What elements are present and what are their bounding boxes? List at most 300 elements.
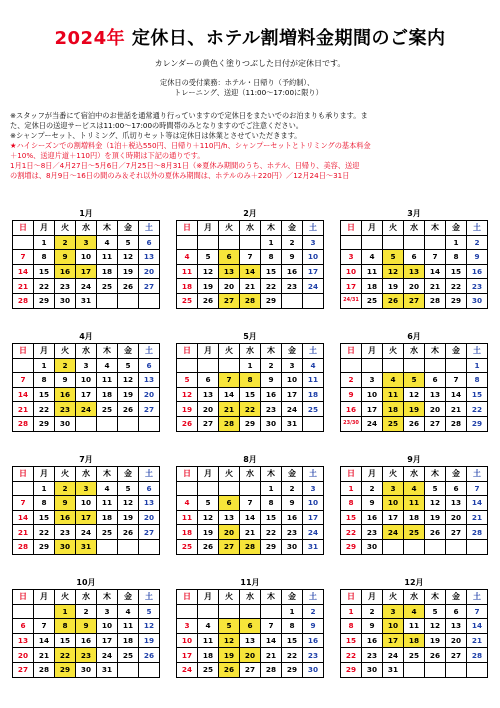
week-row [177, 662, 324, 677]
day-cell: 18 [118, 633, 139, 648]
day-cell: 3 [76, 358, 97, 373]
empty-cell [467, 539, 488, 554]
day-cell: 13 [219, 510, 240, 525]
week-row [177, 619, 324, 634]
day-cell: 3 [362, 373, 383, 388]
empty-cell [177, 481, 198, 496]
day-cell: 10 [97, 619, 118, 634]
month-table [12, 343, 160, 432]
day-cell: 29 [282, 662, 303, 677]
weekday-cell: 金 [446, 344, 467, 359]
weekday-cell: 木 [425, 344, 446, 359]
day-cell: 1 [55, 604, 76, 619]
weekday-header [177, 221, 324, 236]
empty-cell [219, 235, 240, 250]
day-cell: 11 [97, 250, 118, 265]
week-row [13, 235, 160, 250]
day-cell: 19 [425, 510, 446, 525]
weekday-cell: 日 [177, 467, 198, 482]
day-cell: 13 [240, 633, 261, 648]
day-cell: 11 [177, 510, 198, 525]
weekday-cell: 火 [55, 467, 76, 482]
weekday-cell: 日 [13, 221, 34, 236]
weekday-cell: 土 [467, 467, 488, 482]
month-calendar [340, 331, 488, 432]
day-cell: 18 [97, 264, 118, 279]
empty-cell [219, 604, 240, 619]
month-table [176, 466, 324, 555]
empty-cell [97, 539, 118, 554]
week-row [341, 416, 488, 431]
weekday-cell: 月 [34, 590, 55, 605]
day-cell: 27 [139, 279, 160, 294]
day-cell: 3 [383, 481, 404, 496]
day-cell: 22 [282, 648, 303, 663]
weekday-cell: 日 [177, 344, 198, 359]
day-cell: 21 [13, 402, 34, 417]
weekday-cell: 土 [467, 344, 488, 359]
day-cell: 17 [303, 510, 324, 525]
day-cell: 2 [362, 604, 383, 619]
day-cell: 15 [261, 264, 282, 279]
week-row [177, 358, 324, 373]
month-label: 5月 [243, 332, 257, 341]
day-cell: 16 [467, 264, 488, 279]
weekday-cell: 水 [76, 344, 97, 359]
day-cell: 1 [261, 481, 282, 496]
day-cell: 15 [261, 510, 282, 525]
week-row [341, 525, 488, 540]
weekday-cell: 金 [282, 467, 303, 482]
day-cell: 8 [261, 496, 282, 511]
day-cell: 18 [97, 387, 118, 402]
week-row [341, 358, 488, 373]
week-row [13, 358, 160, 373]
day-cell: 19 [404, 402, 425, 417]
day-cell: 2 [55, 481, 76, 496]
month-label: 4月 [79, 332, 93, 341]
day-cell: 25 [198, 662, 219, 677]
week-row [341, 264, 488, 279]
empty-cell [261, 604, 282, 619]
day-cell: 5 [383, 250, 404, 265]
weekday-header [13, 221, 160, 236]
day-cell: 23/30 [341, 416, 362, 431]
week-row [177, 387, 324, 402]
weekday-cell: 水 [404, 467, 425, 482]
weekday-cell: 月 [34, 344, 55, 359]
weekday-cell: 木 [425, 221, 446, 236]
day-cell: 25 [404, 648, 425, 663]
day-cell: 12 [198, 510, 219, 525]
day-cell: 22 [467, 402, 488, 417]
weekday-cell: 月 [362, 344, 383, 359]
empty-cell [341, 358, 362, 373]
day-cell: 19 [118, 264, 139, 279]
day-cell: 13 [446, 496, 467, 511]
day-cell: 21 [425, 279, 446, 294]
weekday-cell: 水 [76, 590, 97, 605]
day-cell: 29 [34, 293, 55, 308]
empty-cell [139, 539, 160, 554]
weekday-cell: 水 [240, 467, 261, 482]
empty-cell [240, 235, 261, 250]
day-cell: 28 [240, 539, 261, 554]
day-cell: 28 [425, 293, 446, 308]
day-cell: 18 [198, 648, 219, 663]
week-row [177, 539, 324, 554]
day-cell: 10 [303, 496, 324, 511]
day-cell: 28 [13, 293, 34, 308]
month-label: 8月 [243, 455, 257, 464]
day-cell: 14 [467, 619, 488, 634]
day-cell: 27 [219, 539, 240, 554]
day-cell: 25 [97, 279, 118, 294]
title-text: 定休日、ホテル割増料金期間のご案内 [131, 28, 446, 49]
day-cell: 8 [55, 619, 76, 634]
day-cell: 28 [467, 525, 488, 540]
day-cell: 7 [34, 619, 55, 634]
day-cell: 4 [177, 496, 198, 511]
day-cell: 26 [139, 648, 160, 663]
day-cell: 22 [341, 525, 362, 540]
day-cell: 13 [446, 619, 467, 634]
day-cell: 13 [139, 373, 160, 388]
day-cell: 12 [139, 619, 160, 634]
subtitle: カレンダーの黄色く塗りつぶした日付が定休日です。 [154, 59, 346, 68]
week-row [341, 510, 488, 525]
day-cell: 5 [118, 358, 139, 373]
day-cell: 29 [341, 662, 362, 677]
weekday-cell: 火 [383, 344, 404, 359]
day-cell: 23 [362, 648, 383, 663]
day-cell: 1 [34, 481, 55, 496]
day-cell: 23 [55, 525, 76, 540]
day-cell: 15 [34, 387, 55, 402]
day-cell: 27 [139, 402, 160, 417]
day-cell: 2 [282, 481, 303, 496]
day-cell: 22 [34, 525, 55, 540]
week-row [13, 481, 160, 496]
day-cell: 17 [341, 279, 362, 294]
weekday-cell: 火 [219, 467, 240, 482]
empty-cell [383, 235, 404, 250]
month-label: 12月 [404, 578, 424, 587]
weekday-header [341, 221, 488, 236]
page-title [0, 24, 500, 50]
day-cell: 6 [139, 481, 160, 496]
day-cell: 26 [404, 416, 425, 431]
weekday-cell: 金 [118, 590, 139, 605]
day-cell: 12 [383, 264, 404, 279]
day-cell: 3 [76, 481, 97, 496]
day-cell: 11 [404, 496, 425, 511]
month-label: 11月 [240, 578, 260, 587]
week-row [13, 279, 160, 294]
empty-cell [198, 235, 219, 250]
weekday-cell: 金 [446, 590, 467, 605]
day-cell: 1 [341, 481, 362, 496]
day-cell: 11 [383, 387, 404, 402]
day-cell: 15 [34, 264, 55, 279]
day-cell: 19 [177, 402, 198, 417]
day-cell: 20 [446, 633, 467, 648]
day-cell: 19 [383, 279, 404, 294]
day-cell: 7 [13, 250, 34, 265]
day-cell: 30 [362, 539, 383, 554]
week-row [341, 619, 488, 634]
day-cell: 20 [139, 264, 160, 279]
day-cell: 3 [282, 358, 303, 373]
week-row [341, 293, 488, 308]
day-cell: 18 [177, 525, 198, 540]
day-cell: 5 [118, 481, 139, 496]
day-cell: 4 [362, 250, 383, 265]
month-calendar [12, 577, 160, 678]
weekday-cell: 金 [118, 467, 139, 482]
day-cell: 14 [13, 387, 34, 402]
empty-cell [118, 662, 139, 677]
day-cell: 15 [341, 510, 362, 525]
day-cell: 29 [261, 293, 282, 308]
day-cell: 9 [55, 250, 76, 265]
weekday-cell: 日 [341, 467, 362, 482]
week-row [177, 279, 324, 294]
week-row [13, 619, 160, 634]
surcharge-note-line: ★ハイシーズンでの割増料金（1泊＋税込550円、日帰り＋110円/h、シャンプーセットとトリミングの基本料金 [10, 141, 371, 150]
weekday-cell: 土 [139, 344, 160, 359]
day-cell: 4 [118, 604, 139, 619]
empty-cell [219, 358, 240, 373]
day-cell: 17 [76, 387, 97, 402]
day-cell: 7 [425, 250, 446, 265]
day-cell: 1 [467, 358, 488, 373]
day-cell: 27 [13, 662, 34, 677]
weekday-header [13, 590, 160, 605]
day-cell: 21 [240, 525, 261, 540]
day-cell: 4 [97, 235, 118, 250]
day-cell: 4 [404, 604, 425, 619]
day-cell: 20 [404, 279, 425, 294]
day-cell: 10 [76, 250, 97, 265]
day-cell: 27 [425, 416, 446, 431]
weekday-cell: 日 [13, 467, 34, 482]
weekday-cell: 火 [383, 467, 404, 482]
day-cell: 13 [139, 250, 160, 265]
month-label: 3月 [407, 209, 421, 218]
weekday-cell: 火 [219, 344, 240, 359]
empty-cell [404, 235, 425, 250]
weekday-cell: 木 [425, 590, 446, 605]
day-cell: 20 [198, 402, 219, 417]
note-line: ※シャンプーセット、トリミング、爪切りセット等は定休日は休業とさせていただきます。 [10, 131, 302, 140]
day-cell: 22 [34, 402, 55, 417]
day-cell: 26 [219, 662, 240, 677]
day-cell: 14 [34, 633, 55, 648]
day-cell: 18 [404, 633, 425, 648]
day-cell: 22 [55, 648, 76, 663]
week-row [13, 387, 160, 402]
day-cell: 17 [76, 510, 97, 525]
empty-cell [425, 235, 446, 250]
day-cell: 16 [341, 402, 362, 417]
week-row [341, 539, 488, 554]
week-row [13, 250, 160, 265]
day-cell: 1 [240, 358, 261, 373]
day-cell: 2 [282, 235, 303, 250]
weekday-cell: 火 [55, 590, 76, 605]
weekday-cell: 水 [404, 590, 425, 605]
day-cell: 24/31 [341, 293, 362, 308]
empty-cell [404, 358, 425, 373]
weekday-cell: 金 [282, 344, 303, 359]
day-cell: 14 [467, 496, 488, 511]
day-cell: 27 [139, 525, 160, 540]
note-line: ※スタッフが当番にて宿泊中のお世話を通常通り行っていますので定休日をまたいでのお泊まりも承ります。ま [10, 111, 368, 120]
week-row [177, 235, 324, 250]
week-row [13, 293, 160, 308]
week-row [13, 496, 160, 511]
week-row [177, 648, 324, 663]
empty-cell [76, 416, 97, 431]
day-cell: 19 [118, 387, 139, 402]
day-cell: 28 [13, 539, 34, 554]
day-cell: 12 [425, 496, 446, 511]
weekday-cell: 土 [139, 590, 160, 605]
reception-info [160, 78, 323, 98]
day-cell: 31 [97, 662, 118, 677]
week-row [177, 416, 324, 431]
month-table [12, 466, 160, 555]
month-table [340, 343, 488, 432]
day-cell: 9 [76, 619, 97, 634]
empty-cell [118, 539, 139, 554]
day-cell: 26 [425, 648, 446, 663]
weekday-cell: 水 [404, 344, 425, 359]
day-cell: 23 [362, 525, 383, 540]
day-cell: 5 [139, 604, 160, 619]
empty-cell [362, 358, 383, 373]
day-cell: 14 [13, 264, 34, 279]
weekday-cell: 土 [139, 467, 160, 482]
day-cell: 24 [76, 402, 97, 417]
day-cell: 28 [446, 416, 467, 431]
day-cell: 9 [55, 496, 76, 511]
reception-line: 定休日の受付業務：ホテル・日帰り（予約制）、 [160, 78, 315, 87]
day-cell: 24 [76, 279, 97, 294]
weekday-cell: 日 [177, 221, 198, 236]
day-cell: 24 [383, 648, 404, 663]
day-cell: 17 [383, 510, 404, 525]
day-cell: 31 [303, 539, 324, 554]
day-cell: 28 [467, 648, 488, 663]
day-cell: 16 [303, 633, 324, 648]
month-calendar [176, 331, 324, 432]
month-table [340, 220, 488, 309]
day-cell: 2 [341, 373, 362, 388]
day-cell: 12 [118, 496, 139, 511]
day-cell: 4 [404, 481, 425, 496]
day-cell: 15 [341, 633, 362, 648]
day-cell: 6 [139, 358, 160, 373]
empty-cell [13, 481, 34, 496]
week-row [177, 264, 324, 279]
day-cell: 13 [13, 633, 34, 648]
weekday-cell: 日 [341, 221, 362, 236]
week-row [341, 481, 488, 496]
day-cell: 26 [383, 293, 404, 308]
day-cell: 22 [341, 648, 362, 663]
day-cell: 27 [198, 416, 219, 431]
day-cell: 3 [76, 235, 97, 250]
day-cell: 9 [362, 496, 383, 511]
day-cell: 15 [467, 387, 488, 402]
day-cell: 21 [13, 525, 34, 540]
day-cell: 29 [467, 416, 488, 431]
day-cell: 27 [446, 648, 467, 663]
empty-cell [139, 662, 160, 677]
month-table [340, 466, 488, 555]
weekday-cell: 日 [341, 344, 362, 359]
day-cell: 24 [303, 279, 324, 294]
note-line: た、定休日の送迎サービスは11:00〜17:00の時間帯のみとなりますのでご注意ください。 [10, 121, 303, 130]
day-cell: 2 [303, 604, 324, 619]
day-cell: 18 [177, 279, 198, 294]
day-cell: 30 [303, 662, 324, 677]
day-cell: 31 [76, 293, 97, 308]
surcharge-note-line: ＋10%、送迎片道＋110円）を頂く時期は下記の通りです。 [10, 151, 205, 160]
day-cell: 21 [467, 510, 488, 525]
day-cell: 7 [240, 496, 261, 511]
empty-cell [362, 235, 383, 250]
day-cell: 8 [34, 373, 55, 388]
weekday-cell: 木 [261, 221, 282, 236]
day-cell: 6 [240, 619, 261, 634]
weekday-cell: 火 [219, 590, 240, 605]
weekday-header [341, 467, 488, 482]
day-cell: 5 [404, 373, 425, 388]
day-cell: 19 [425, 633, 446, 648]
day-cell: 4 [97, 481, 118, 496]
empty-cell [13, 235, 34, 250]
week-row [341, 662, 488, 677]
day-cell: 17 [97, 633, 118, 648]
weekday-header [341, 590, 488, 605]
day-cell: 23 [303, 648, 324, 663]
day-cell: 30 [282, 539, 303, 554]
weekday-header [177, 590, 324, 605]
day-cell: 3 [303, 481, 324, 496]
week-row [13, 416, 160, 431]
day-cell: 21 [219, 402, 240, 417]
day-cell: 17 [76, 264, 97, 279]
empty-cell [446, 358, 467, 373]
day-cell: 29 [446, 293, 467, 308]
month-table [12, 589, 160, 678]
day-cell: 1 [446, 235, 467, 250]
day-cell: 27 [446, 525, 467, 540]
day-cell: 10 [76, 496, 97, 511]
day-cell: 7 [13, 496, 34, 511]
weekday-cell: 金 [446, 467, 467, 482]
day-cell: 24 [76, 525, 97, 540]
day-cell: 26 [118, 279, 139, 294]
day-cell: 1 [34, 358, 55, 373]
day-cell: 14 [219, 387, 240, 402]
day-cell: 2 [55, 235, 76, 250]
weekday-cell: 水 [240, 590, 261, 605]
weekday-cell: 月 [34, 221, 55, 236]
